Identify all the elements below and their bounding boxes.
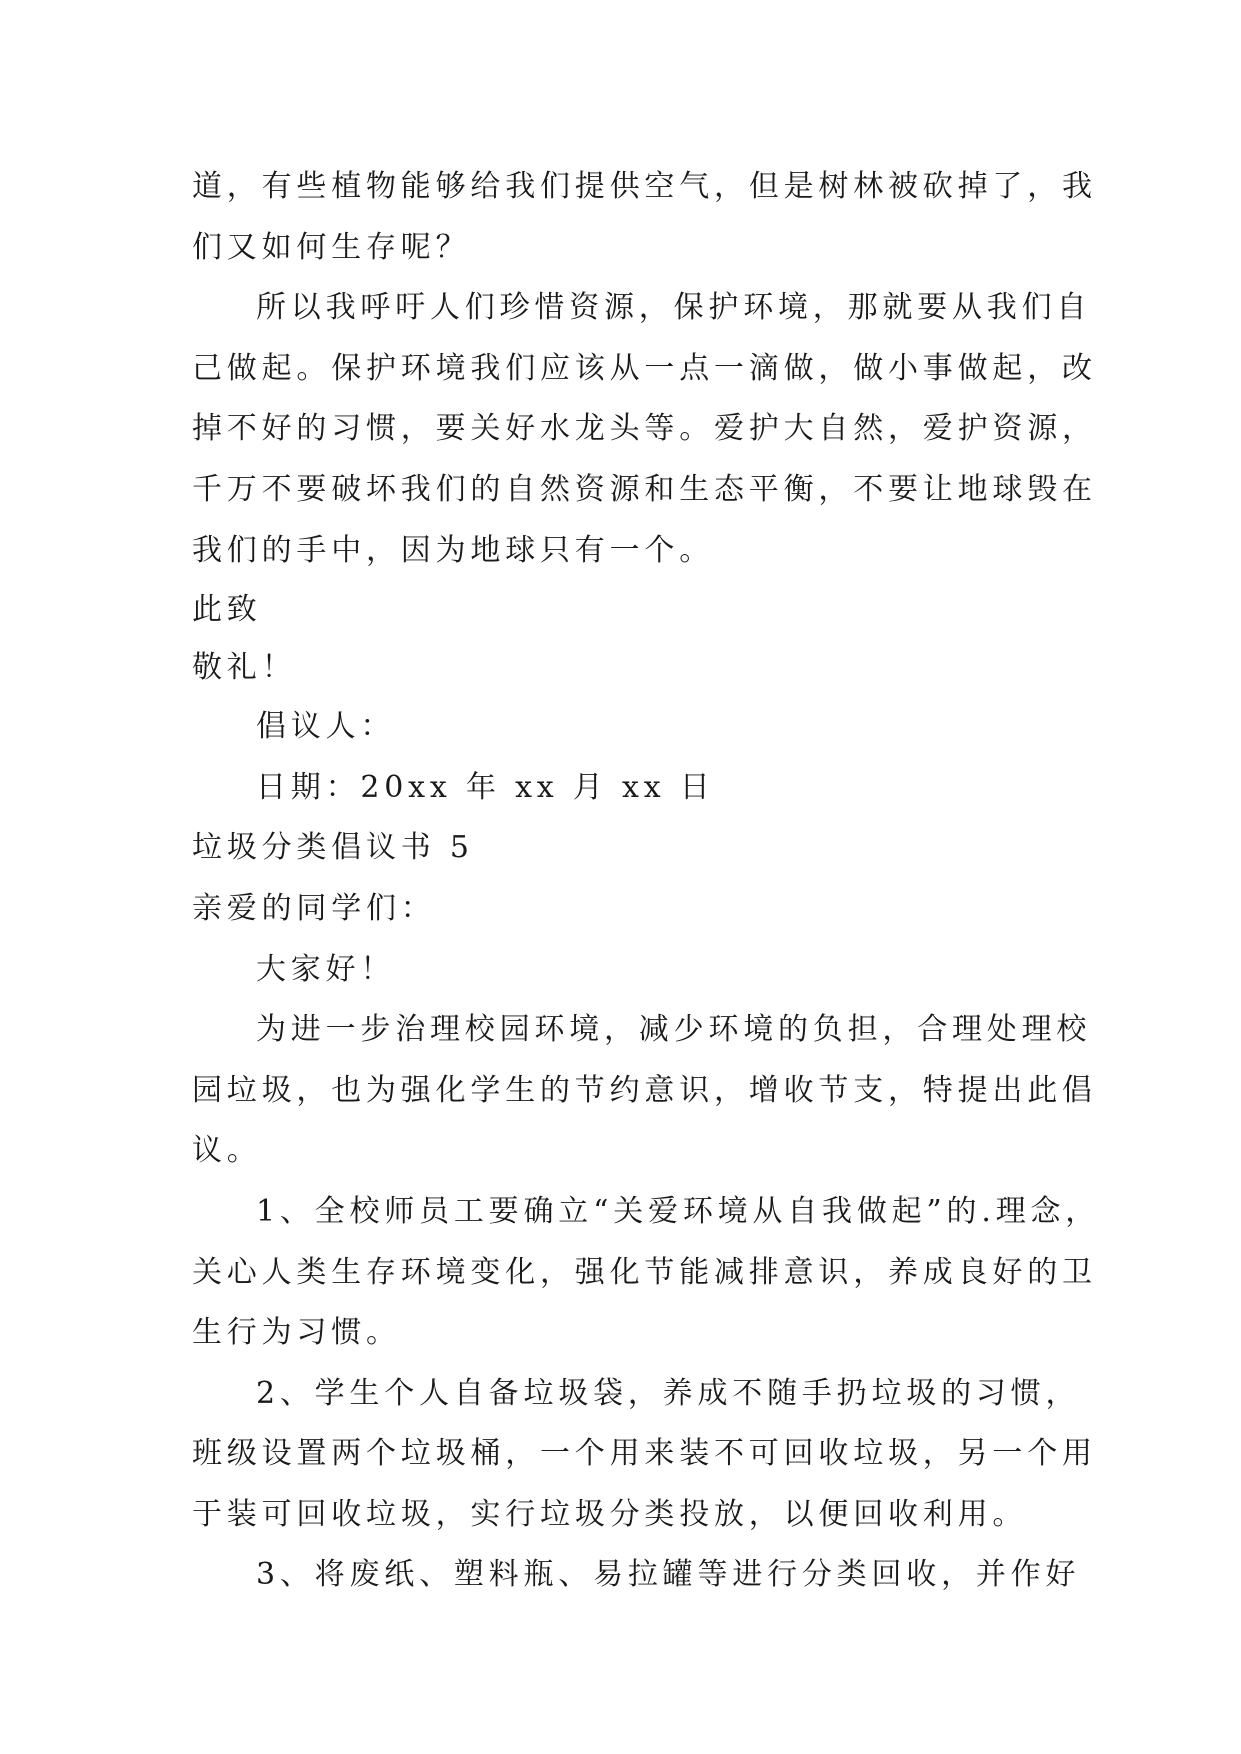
text-line: 生行为习惯。 <box>192 1315 401 1351</box>
text-line: 我们的手中，因为地球只有一个。 <box>192 532 714 568</box>
text-line: 班级设置两个垃圾桶，一个用来装不可回收垃圾，另一个用 <box>192 1436 1097 1472</box>
document-body <box>192 157 1101 1606</box>
list-item-3: 3、将废纸、塑料瓶、易拉罐等进行分类回收，并作好 <box>256 1557 1081 1593</box>
signature-label: 倡议人： <box>256 709 396 745</box>
text-line: 议。 <box>192 1133 262 1169</box>
closing-regards: 敬礼！ <box>192 650 297 686</box>
text-line: 们又如何生存呢？ <box>192 229 471 265</box>
section-heading: 垃圾分类倡议书 5 <box>192 830 474 866</box>
text-line: 道，有些植物能够给我们提供空气，但是树林被砍掉了，我 <box>192 169 1097 204</box>
text-line: 为进一步治理校园环境，减少环境的负担，合理处理校 <box>256 1012 1092 1048</box>
text-line: 所以我呼吁人们珍惜资源，保护环境，那就要从我们自 <box>256 290 1092 326</box>
text-line: 己做起。保护环境我们应该从一点一滴做，做小事做起，改 <box>192 350 1097 386</box>
closing-salutation: 此致 <box>192 592 262 628</box>
text-line: 于装可回收垃圾，实行垃圾分类投放，以便回收利用。 <box>192 1496 1028 1532</box>
greeting-hello: 大家好！ <box>256 951 396 987</box>
text-line: 掉不好的习惯，要关好水龙头等。爱护大自然，爱护资源， <box>192 411 1097 447</box>
date-line: 日期：20xx 年 xx 月 xx 日 <box>256 769 715 805</box>
greeting: 亲爱的同学们： <box>192 890 436 926</box>
list-item-2: 2、学生个人自备垃圾袋，养成不随手扔垃圾的习惯， <box>256 1375 1081 1411</box>
list-item-1: 1、全校师员工要确立“关爱环境从自我做起”的.理念， <box>256 1193 1101 1229</box>
text-line: 关心人类生存环境变化，强化节能减排意识，养成良好的卫 <box>192 1254 1097 1290</box>
text-line: 千万不要破坏我们的自然资源和生态平衡，不要让地球毁在 <box>192 471 1097 507</box>
text-line: 园垃圾，也为强化学生的节约意识，增收节支，特提出此倡 <box>192 1072 1097 1108</box>
